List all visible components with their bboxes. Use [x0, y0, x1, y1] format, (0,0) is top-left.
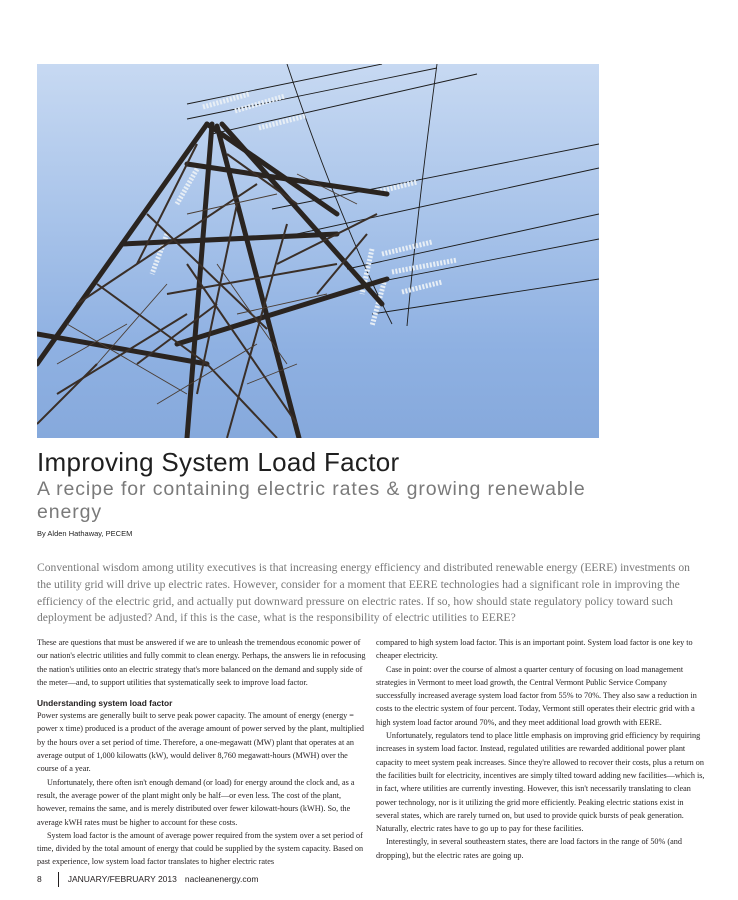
section-heading: Understanding system load factor [37, 698, 173, 709]
right-column [376, 636, 708, 862]
intro-paragraph: Conventional wisdom among utility executives is that increasing energy efficiency and distributed renewable energy (EERE) investments on the utility grid will drive up electric rates. However, consider for a moment that EERE technologies had a significant role in improving the efficiency of the electric grid, and actually put downward pressure on electric rates. If so, how should state regulatory policy toward such deployment be adjusted? And, if this is the case, what is the responsibility of electric utilities to EERE? [37, 561, 690, 625]
body-paragraph: Interestingly, in several southeastern states, there are load factors in the range of 50% (and dropping), but the electric rates are going up. [376, 837, 682, 860]
body-paragraph: Unfortunately, there often isn't enough demand (or load) for energy around the clock and, as a result, the average power of the plant might only be half—or even less. The cost of the plant, however, remains the same, and is merely distributed over fewer kilowatt-hours (kWH). So, the average kWH rates must be higher to account for these costs. [37, 777, 355, 827]
body-paragraph: System load factor is the amount of average power required from the system over a set period of time, divided by the total amount of energy that could be supplied by the system capacity. Based on past experience, low system load factor translates to higher electric rates [37, 830, 364, 867]
article-subtitle: A recipe for containing electric rates & growing renewable energy [37, 478, 586, 523]
byline: By Alden Hathaway, PECEM [37, 529, 133, 538]
body-paragraph: These are questions that must be answered if we are to unleash the tremendous economic power of our nation's electric utilities and fully commit to clean energy. Perhaps, the answers lie in refocusing the nation's utilities onto an electric strategy that's more balanced on the demand and supply side of the meter—and, to support utilities that systematically seek to improve load factor. [37, 638, 366, 687]
body-paragraph: compared to high system load factor. This is an important point. System load factor is one key to cheaper electricity. [376, 638, 693, 661]
body-paragraph: Unfortunately, regulators tend to place little emphasis on improving grid efficiency by requiring increases in system load factor. Instead, regulated utilities are rewarded additional power plant capacity to meet system peak increases. Since they're allowed to recover their costs, plus a return on the facilities built for electricity, incentives are simply tilted toward adding new facilities—which is, in fact, where utilities are currently investing. However, this isn't necessarily translating to clean power technology, nor is it utilizing the grid more efficiently. Peaking electric stations exist in several states, which are rarely turned on, but used to provide quick bursts of peak generation. Naturally, electric rates have to go up to pay for these facilities. [376, 731, 705, 834]
left-column [37, 636, 367, 869]
article-title: Improving System Load Factor [37, 447, 400, 477]
issue-date: JANUARY/FEBRUARY 2013 [67, 874, 177, 884]
page-footer [37, 871, 258, 887]
page-number: 8 [37, 874, 42, 884]
body-paragraph: Power systems are generally built to serve peak power capacity. The amount of energy (energy = power x time) produced is a product of the average amount of power served by the plant, multiplied by the hours over a set period of time. Therefore, a one-megawatt (MW) plant that operates at an average output of 1,000 kilowatts (kW), would deliver 8,760 megawatt-hours (MWH) over the course of a year. [37, 711, 364, 774]
hero-photo [37, 64, 599, 438]
body-paragraph: Case in point: over the course of almost a quarter century of focusing on load management strategies in Vermont to meet load growth, the Central Vermont Public Service Company successfully increased average system load factor from 55% to 70%. They also saw a reduction in costs to the electric system of four percent. Today, Vermont still operates their electric grid with a high system load factor around 70%, and they meet additional load growth with EERE. [376, 664, 697, 727]
footer-divider [58, 872, 59, 887]
transmission-tower-illustration [37, 64, 599, 438]
website-link[interactable]: nacleanenergy.com [184, 874, 259, 884]
